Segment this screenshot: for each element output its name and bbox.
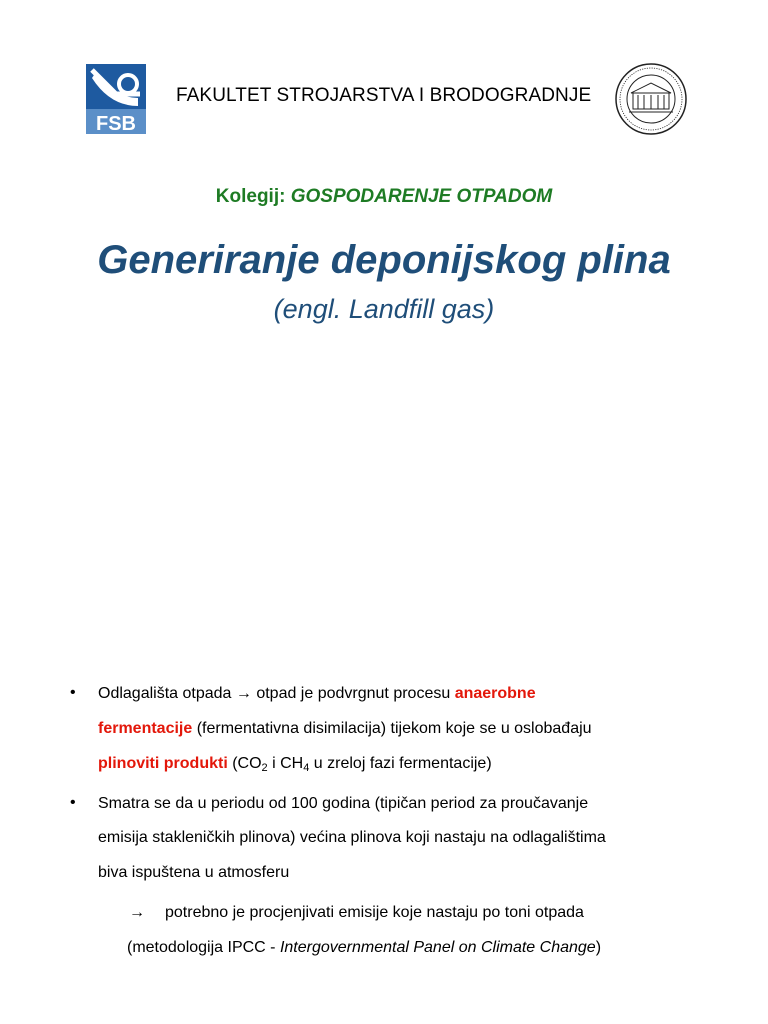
note-line-2: (metodologija IPCC - Intergovernmental Panel on Climate Change)	[127, 939, 602, 956]
bullet-1-line-1: Odlagališta otpada → otpad je podvrgnut procesu anaerobne	[98, 685, 536, 702]
fsb-logo-text: FSB	[96, 113, 136, 134]
page-title: Generiranje deponijskog plina	[97, 238, 671, 282]
university-seal-icon	[615, 63, 687, 135]
ipcc-full-name: Intergovernmental Panel on Climate Change	[279, 939, 596, 956]
bullet-1-line-2: fermentacije (fermentativna disimilacija) tijekom koje se u oslobađaju	[98, 720, 592, 737]
highlight-fermentacije: fermentacije	[98, 720, 193, 737]
bullet-1-line-3: plinoviti produkti ($CO_2$ i $CH_4$ u zreloj fazi fermentacije)	[98, 755, 492, 774]
arrow-right-icon: →	[235, 685, 252, 702]
course-line	[0, 186, 768, 208]
bullet-dot: •	[70, 684, 76, 701]
note-line-1: → potrebno je procjenjivati emisije koje nastaju po toni otpada	[129, 904, 584, 921]
highlight-plinoviti-produkti: plinoviti produkti	[98, 755, 228, 772]
arrow-right-icon: →	[129, 904, 145, 921]
course-label: Kolegij:	[215, 186, 286, 207]
bullet-dot: •	[70, 794, 76, 811]
highlight-anaerobne: anaerobne	[454, 685, 536, 702]
bullet-2-line-1: Smatra se da u periodu od 100 godina (tipičan period za proučavanje	[98, 795, 589, 812]
bullet-2-line-3: biva ispuštena u atmosferu	[98, 864, 290, 881]
fsb-logo	[86, 64, 146, 134]
page-subtitle: (engl. Landfill gas)	[273, 294, 495, 324]
faculty-name: FAKULTET STROJARSTVA I BRODOGRADNJE	[176, 85, 592, 106]
bullet-2-line-2: emisija stakleničkih plinova) većina plinova koji nastaju na odlagalištima	[98, 829, 606, 846]
course-name: GOSPODARENJE OTPADOM	[290, 186, 553, 207]
